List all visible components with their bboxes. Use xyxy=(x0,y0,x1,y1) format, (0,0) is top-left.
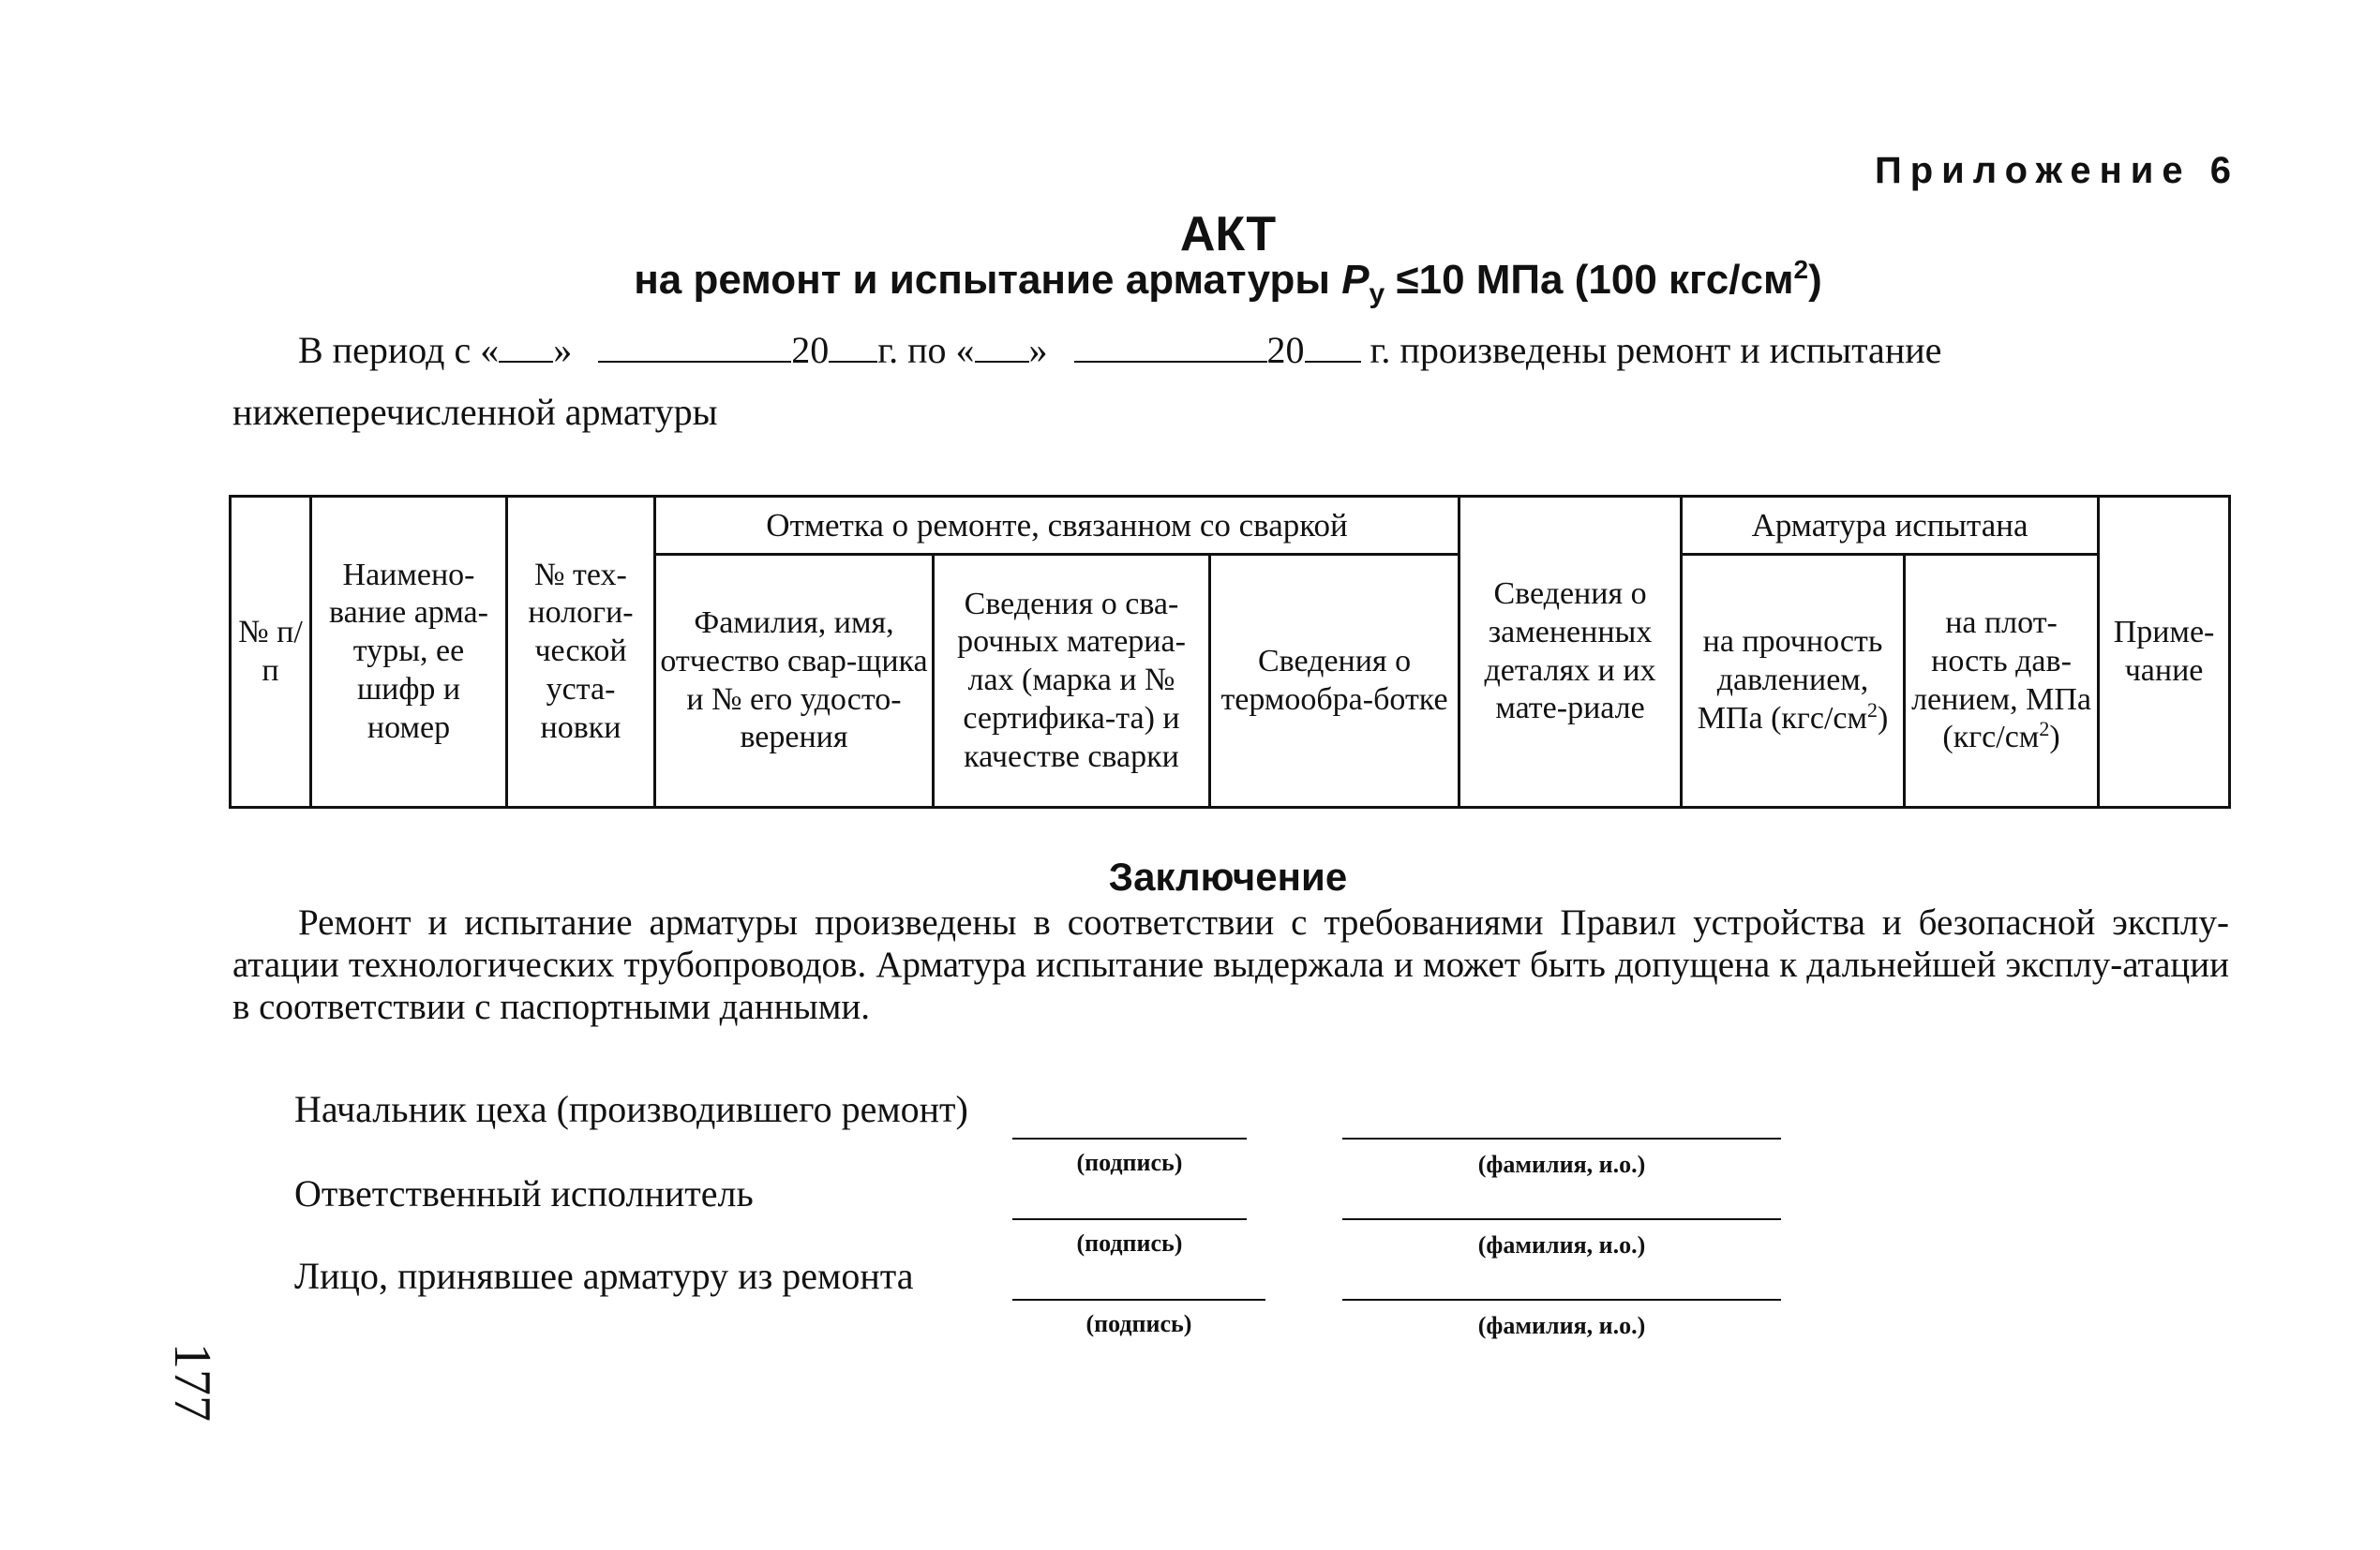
year-to-blank[interactable] xyxy=(1305,333,1361,363)
intro-second-line: нижеперечисленной арматуры xyxy=(232,391,718,433)
strength-text: на прочность давлением, МПа (кгс/см xyxy=(1697,624,1883,736)
subtitle-close: ) xyxy=(1808,257,1822,303)
name-caption: (фамилия, и.о.) xyxy=(1477,1151,1646,1178)
strength-sup: 2 xyxy=(1867,697,1879,722)
signature-caption: (подпись) xyxy=(1076,1230,1183,1257)
signature-caption: (подпись) xyxy=(1076,1149,1183,1176)
signature-label-shop-head: Начальник цеха (производившего ремонт) xyxy=(294,1088,968,1130)
name-caption: (фамилия, и.о.) xyxy=(1477,1231,1646,1259)
name-line-shop-head[interactable] xyxy=(1342,1138,1781,1140)
name-line-executor[interactable] xyxy=(1342,1218,1781,1220)
appendix-label: Приложение 6 xyxy=(1875,150,2239,191)
density-text: на плот-ность дав-лением, МПа (кгс/см xyxy=(1911,604,2091,755)
intro-text-5: » xyxy=(1028,329,1048,371)
conclusion-text: Ремонт и испытание арматуры произведены в соответствии с требованиями Правил устройства и безопасной эксплу-атации технологических трубопроводов. Арматура испытание выдержала и может быть допущена к дальнейшей эксплу-атации в соответствии с паспортными данными. xyxy=(232,902,2229,1027)
signature-caption: (подпись) xyxy=(1085,1310,1192,1337)
signature-line-acceptor[interactable] xyxy=(1012,1299,1265,1301)
intro-text-7: г. произведены ремонт и испытание xyxy=(1370,329,1942,371)
subtitle-limit: ≤10 МПа (100 кгс/см xyxy=(1385,257,1794,303)
col-header-heat-treatment: Сведения о термообра-ботке xyxy=(1210,555,1459,808)
month-to-blank[interactable] xyxy=(1074,333,1267,363)
intro-text-3: 20 xyxy=(791,329,830,371)
col-header-welder: Фамилия, имя, отчество свар-щика и № его удосто-верения xyxy=(655,555,934,808)
conclusion-title: Заключение xyxy=(1108,855,1348,899)
col-header-installation: № тех-нологи-ческой уста-новки xyxy=(507,497,655,808)
strength-close: ) xyxy=(1878,700,1889,736)
col-header-density-test xyxy=(1905,555,2099,808)
col-header-name: Наимено-вание арма-туры, ее шифр и номер xyxy=(311,497,507,808)
year-from-blank[interactable] xyxy=(829,333,877,363)
subtitle-unit-sup: 2 xyxy=(1793,255,1809,284)
intro-text-2: » xyxy=(553,329,573,371)
intro-text-1: В период с « xyxy=(298,329,500,371)
subtitle-text: на ремонт и испытание арматуры xyxy=(634,257,1342,303)
signature-label-acceptor: Лицо, принявшее арматуру из ремонта xyxy=(294,1255,914,1297)
col-header-number: № п/п xyxy=(231,497,311,808)
page-number: 177 xyxy=(163,1343,221,1422)
group-header-welding: Отметка о ремонте, связанном со сваркой xyxy=(655,497,1459,555)
fittings-table xyxy=(229,495,2231,809)
intro-text-6: 20 xyxy=(1266,329,1305,371)
document-title: АКТ xyxy=(1179,207,1277,261)
subtitle-symbol-sub: у xyxy=(1369,278,1385,309)
intro-text-4: г. по « xyxy=(877,329,975,371)
intro-period-line xyxy=(298,328,1941,372)
document-subtitle xyxy=(0,255,2380,310)
density-close: ) xyxy=(2049,720,2060,755)
density-sup: 2 xyxy=(2039,717,2050,741)
signature-label-executor: Ответственный исполнитель xyxy=(294,1172,754,1215)
name-line-acceptor[interactable] xyxy=(1342,1299,1781,1301)
signature-line-executor[interactable] xyxy=(1012,1218,1247,1220)
month-from-blank[interactable] xyxy=(598,333,791,363)
col-header-strength-test xyxy=(1682,555,1905,808)
col-header-note: Приме-чание xyxy=(2099,497,2230,808)
subtitle-symbol-p: P xyxy=(1341,257,1370,303)
col-header-replaced-parts: Сведения о замененных деталях и их мате-риале xyxy=(1459,497,1682,808)
col-header-materials: Сведения о сва-рочных материа-лах (марка и № сертифика-та) и качестве сварки xyxy=(934,555,1210,808)
day-from-blank[interactable] xyxy=(499,333,553,363)
name-caption: (фамилия, и.о.) xyxy=(1477,1312,1646,1339)
day-to-blank[interactable] xyxy=(975,333,1029,363)
signature-line-shop-head[interactable] xyxy=(1012,1138,1247,1140)
group-header-tested: Арматура испытана xyxy=(1682,497,2099,555)
